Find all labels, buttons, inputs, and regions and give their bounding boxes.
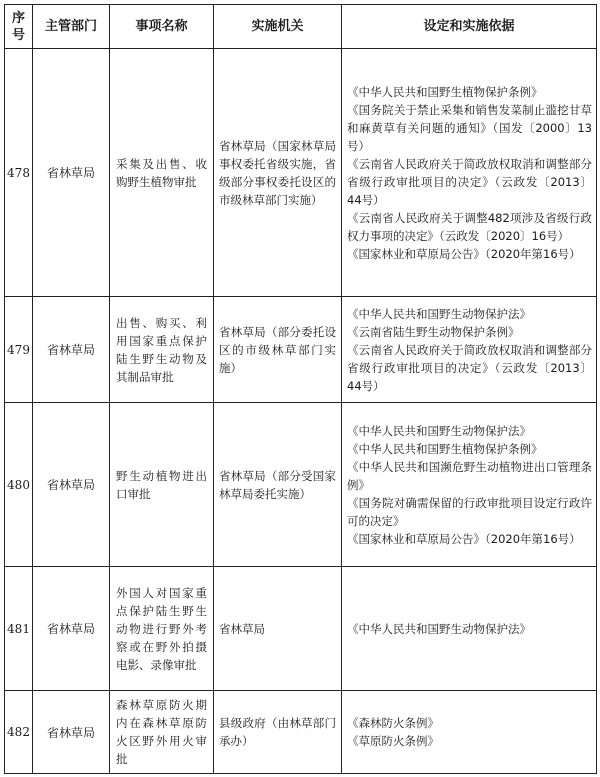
row-basis-cell xyxy=(342,297,597,403)
basis-line: 《国家林业和草原局公告》（2020年第16号） xyxy=(347,531,581,546)
basis-line: 《中华人民共和国濒危野生动植物进出口管理条例》 xyxy=(347,459,592,492)
row-agency-cell xyxy=(214,567,342,691)
row-agency-cell xyxy=(214,403,342,567)
approval-items-table xyxy=(4,4,597,774)
header-basis: 设定和实施依据 xyxy=(342,5,597,49)
row-agency: 省林草局（部分委托设区的市级林草部门实施） xyxy=(219,324,336,375)
row-seq: 480 xyxy=(5,403,33,567)
row-item-cell xyxy=(110,691,214,774)
basis-line: 《国务院关于禁止采集和销售发菜制止滥挖甘草和麻黄草有关问题的通知》（国发〔2000〕13号） xyxy=(347,102,592,153)
header-dept: 主管部门 xyxy=(33,5,110,49)
row-seq: 481 xyxy=(5,567,33,691)
table-row xyxy=(5,297,597,403)
header-seq: 序号 xyxy=(5,5,33,49)
basis-line: 《国务院对确需保留的行政审批项目设定行政许可的决定》 xyxy=(347,495,592,528)
basis-line: 《中华人民共和国野生动物保护法》 xyxy=(347,423,531,438)
basis-line: 《云南省人民政府关于简政放权取消和调整部分省级行政审批项目的决定》（云政发〔2013〕44号） xyxy=(347,342,592,393)
header-agency: 实施机关 xyxy=(214,5,342,49)
row-seq: 479 xyxy=(5,297,33,403)
row-item: 出售、购买、利用国家重点保护陆生野生动物及其制品审批 xyxy=(116,315,207,384)
basis-line: 《云南省人民政府关于调整482项涉及省级行政权力事项的决定》（云政发〔2020〕16号） xyxy=(347,210,592,243)
row-basis-cell xyxy=(342,567,597,691)
row-agency: 省林草局 xyxy=(219,621,265,636)
row-item-cell xyxy=(110,49,214,297)
basis-line: 《中华人民共和国野生动物保护法》 xyxy=(347,306,531,321)
row-dept: 省林草局 xyxy=(33,297,110,403)
row-agency: 省林草局（国家林草局事权委托省级实施，省级部分事权委托设区的市级林草部门实施） xyxy=(219,138,336,207)
row-item: 森林草原防火期内在森林草原防火区野外用火审批 xyxy=(116,698,207,766)
row-agency-cell xyxy=(214,691,342,774)
row-dept: 省林草局 xyxy=(33,403,110,567)
row-item: 野生动植物进出口审批 xyxy=(116,468,207,501)
table-row xyxy=(5,403,597,567)
header-item: 事项名称 xyxy=(110,5,214,49)
row-seq: 478 xyxy=(5,49,33,297)
basis-line: 《云南省人民政府关于简政放权取消和调整部分省级行政审批项目的决定》（云政发〔2013〕44号） xyxy=(347,156,592,207)
row-item-cell xyxy=(110,297,214,403)
basis-line: 《云南省陆生野生动物保护条例》 xyxy=(347,324,520,339)
table-header-row xyxy=(5,5,597,49)
table-row xyxy=(5,691,597,774)
row-seq: 482 xyxy=(5,691,33,774)
basis-line: 《国家林业和草原局公告》（2020年第16号） xyxy=(347,246,581,261)
basis-line: 《中华人民共和国野生植物保护条例》 xyxy=(347,84,543,99)
basis-line: 《中华人民共和国野生动物保护法》 xyxy=(347,621,531,636)
table-row xyxy=(5,49,597,297)
row-agency: 省林草局（部分受国家林草局委托实施） xyxy=(219,468,336,501)
row-item: 外国人对国家重点保护陆生野生动物进行野外考察或在野外拍摄电影、录像审批 xyxy=(116,585,207,672)
row-item: 采集及出售、收购野生植物审批 xyxy=(116,156,207,189)
row-basis-cell xyxy=(342,49,597,297)
row-item-cell xyxy=(110,403,214,567)
row-item-cell xyxy=(110,567,214,691)
row-dept: 省林草局 xyxy=(33,567,110,691)
row-agency-cell xyxy=(214,49,342,297)
row-dept: 省林草局 xyxy=(33,49,110,297)
basis-line: 《森林防火条例》 xyxy=(347,716,439,730)
row-dept: 省林草局 xyxy=(33,691,110,774)
basis-line: 《草原防火条例》 xyxy=(347,734,439,748)
basis-line: 《中华人民共和国野生植物保护条例》 xyxy=(347,441,543,456)
row-agency-cell xyxy=(214,297,342,403)
row-basis-cell xyxy=(342,403,597,567)
row-agency: 县级政府（由林草部门承办） xyxy=(219,716,336,748)
table-row xyxy=(5,567,597,691)
row-basis-cell xyxy=(342,691,597,774)
